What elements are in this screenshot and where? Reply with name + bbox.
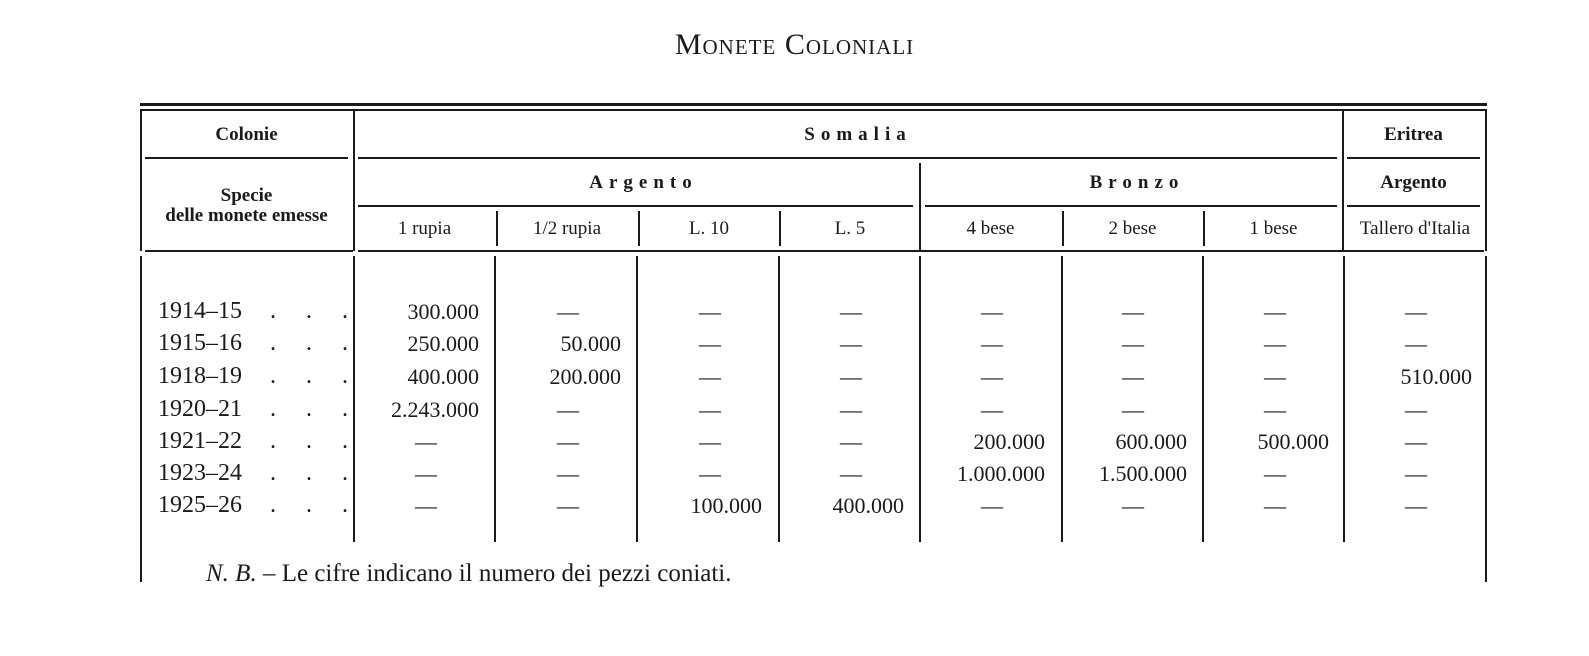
table-cell: 510.000 xyxy=(1400,364,1472,389)
footnote xyxy=(206,560,732,588)
divider-colonie xyxy=(353,111,355,251)
leader-dots: . . . xyxy=(270,396,360,422)
year-label: 1920–21 xyxy=(158,396,242,422)
leader-dots: . . . xyxy=(270,460,360,486)
table-cell: — xyxy=(981,331,1003,356)
table-cell: — xyxy=(840,364,862,389)
table-cell: — xyxy=(699,461,721,486)
rule-header-bottom-main xyxy=(358,250,1484,252)
table-cell: — xyxy=(840,331,862,356)
year-label: 1925–26 xyxy=(158,492,242,518)
year-label: 1918–19 xyxy=(158,363,242,389)
table-cell: 1.500.000 xyxy=(1099,461,1187,486)
year-label: 1923–24 xyxy=(158,460,242,486)
table-cell: — xyxy=(1405,493,1427,518)
table-cell: — xyxy=(1405,461,1427,486)
table-cell: — xyxy=(840,461,862,486)
table-cell: 400.000 xyxy=(407,364,479,389)
table-cell: — xyxy=(1264,299,1286,324)
column-header: 1/2 rupia xyxy=(532,218,602,239)
body-col-divider-5 xyxy=(919,256,921,542)
column-header: Tallero d'Italia xyxy=(1359,218,1471,239)
table-cell: — xyxy=(840,397,862,422)
body-col-divider-6 xyxy=(1061,256,1063,542)
table-cell: — xyxy=(415,461,437,486)
column-header: L. 10 xyxy=(688,218,730,239)
table-cell: 100.000 xyxy=(690,493,762,518)
leader-dots: . . . xyxy=(270,298,360,324)
top-rule-thin xyxy=(140,109,1487,111)
table-cell: — xyxy=(1264,461,1286,486)
header-colonie: Colonie xyxy=(215,124,278,145)
page-title: Monete Coloniali xyxy=(674,28,915,61)
right-border xyxy=(1485,111,1487,251)
footnote-label: N. B. xyxy=(206,560,257,587)
table-cell: 600.000 xyxy=(1115,429,1187,454)
table-cell: 500.000 xyxy=(1257,429,1329,454)
table-cell: 400.000 xyxy=(832,493,904,518)
rule-somalia xyxy=(358,157,1337,159)
table-cell: — xyxy=(1405,331,1427,356)
table-cell: — xyxy=(981,493,1003,518)
header-bronzo: Bronzo xyxy=(1089,172,1185,193)
table-cell: 200.000 xyxy=(973,429,1045,454)
table-cell: 1.000.000 xyxy=(957,461,1045,486)
header-specie: Specie xyxy=(220,185,273,206)
rule-argento xyxy=(358,205,913,207)
body-col-divider-8 xyxy=(1343,256,1345,542)
header-eritrea: Eritrea xyxy=(1384,124,1443,145)
rule-eritrea-argento xyxy=(1347,205,1480,207)
column-header: 1 bese xyxy=(1249,218,1298,239)
subcol-divider-2 xyxy=(638,211,640,246)
header-argento: Argento xyxy=(589,172,698,193)
table-cell: — xyxy=(1264,364,1286,389)
table-cell: — xyxy=(1122,299,1144,324)
table-cell: — xyxy=(1405,299,1427,324)
table-cell: 50.000 xyxy=(560,331,621,356)
table-cell: — xyxy=(699,331,721,356)
body-left-border xyxy=(140,256,142,582)
rule-colonie xyxy=(145,157,348,159)
body-right-border xyxy=(1485,256,1487,582)
rule-eritrea xyxy=(1347,157,1480,159)
leader-dots: . . . xyxy=(270,363,360,389)
table-cell: — xyxy=(415,493,437,518)
rule-header-bottom xyxy=(145,250,353,252)
table-cell: — xyxy=(1405,397,1427,422)
header-somalia: Somalia xyxy=(804,124,912,145)
left-border xyxy=(140,111,142,251)
table-cell: — xyxy=(557,429,579,454)
table-cell: — xyxy=(415,429,437,454)
leader-dots: . . . xyxy=(270,330,360,356)
table-cell: — xyxy=(1122,493,1144,518)
body-col-divider-3 xyxy=(636,256,638,542)
table-cell: — xyxy=(557,493,579,518)
table-cell: — xyxy=(557,397,579,422)
table-cell: — xyxy=(981,364,1003,389)
table-cell: — xyxy=(840,299,862,324)
table-cell: — xyxy=(981,299,1003,324)
table-cell: — xyxy=(1405,429,1427,454)
table-cell: — xyxy=(699,397,721,422)
year-label: 1921–22 xyxy=(158,428,242,454)
table-cell: 2.243.000 xyxy=(391,397,479,422)
header-specie-2: delle monete emesse xyxy=(165,205,328,226)
table-cell: — xyxy=(699,429,721,454)
table-cell: — xyxy=(699,299,721,324)
table-cell: — xyxy=(1264,493,1286,518)
subcol-divider-3 xyxy=(779,211,781,246)
body-col-divider-7 xyxy=(1202,256,1204,542)
column-header: 1 rupia xyxy=(397,218,452,239)
rule-bronzo xyxy=(925,205,1337,207)
leader-dots: . . . xyxy=(270,492,360,518)
table-cell: — xyxy=(699,364,721,389)
body-col-divider-2 xyxy=(494,256,496,542)
table-cell: — xyxy=(1264,397,1286,422)
table-cell: — xyxy=(557,461,579,486)
subcol-divider-1 xyxy=(496,211,498,246)
table-cell: — xyxy=(1122,364,1144,389)
table-cell: — xyxy=(1122,331,1144,356)
body-col-divider-4 xyxy=(778,256,780,542)
table-cell: — xyxy=(557,299,579,324)
table-cell: 250.000 xyxy=(407,331,479,356)
column-header: L. 5 xyxy=(834,218,866,239)
column-header: 4 bese xyxy=(966,218,1015,239)
table-cell: 300.000 xyxy=(407,299,479,324)
table-cell: 200.000 xyxy=(549,364,621,389)
table-cell: — xyxy=(1264,331,1286,356)
header-argento-eritrea: Argento xyxy=(1380,172,1447,193)
table-cell: — xyxy=(981,397,1003,422)
column-header: 2 bese xyxy=(1108,218,1157,239)
footnote-text: – Le cifre indicano il numero dei pezzi coniati. xyxy=(256,560,732,587)
leader-dots: . . . xyxy=(270,428,360,454)
table-cell: — xyxy=(1122,397,1144,422)
table-cell: — xyxy=(840,429,862,454)
year-label: 1914–15 xyxy=(158,298,242,324)
top-rule-thick xyxy=(140,103,1487,106)
year-label: 1915–16 xyxy=(158,330,242,356)
